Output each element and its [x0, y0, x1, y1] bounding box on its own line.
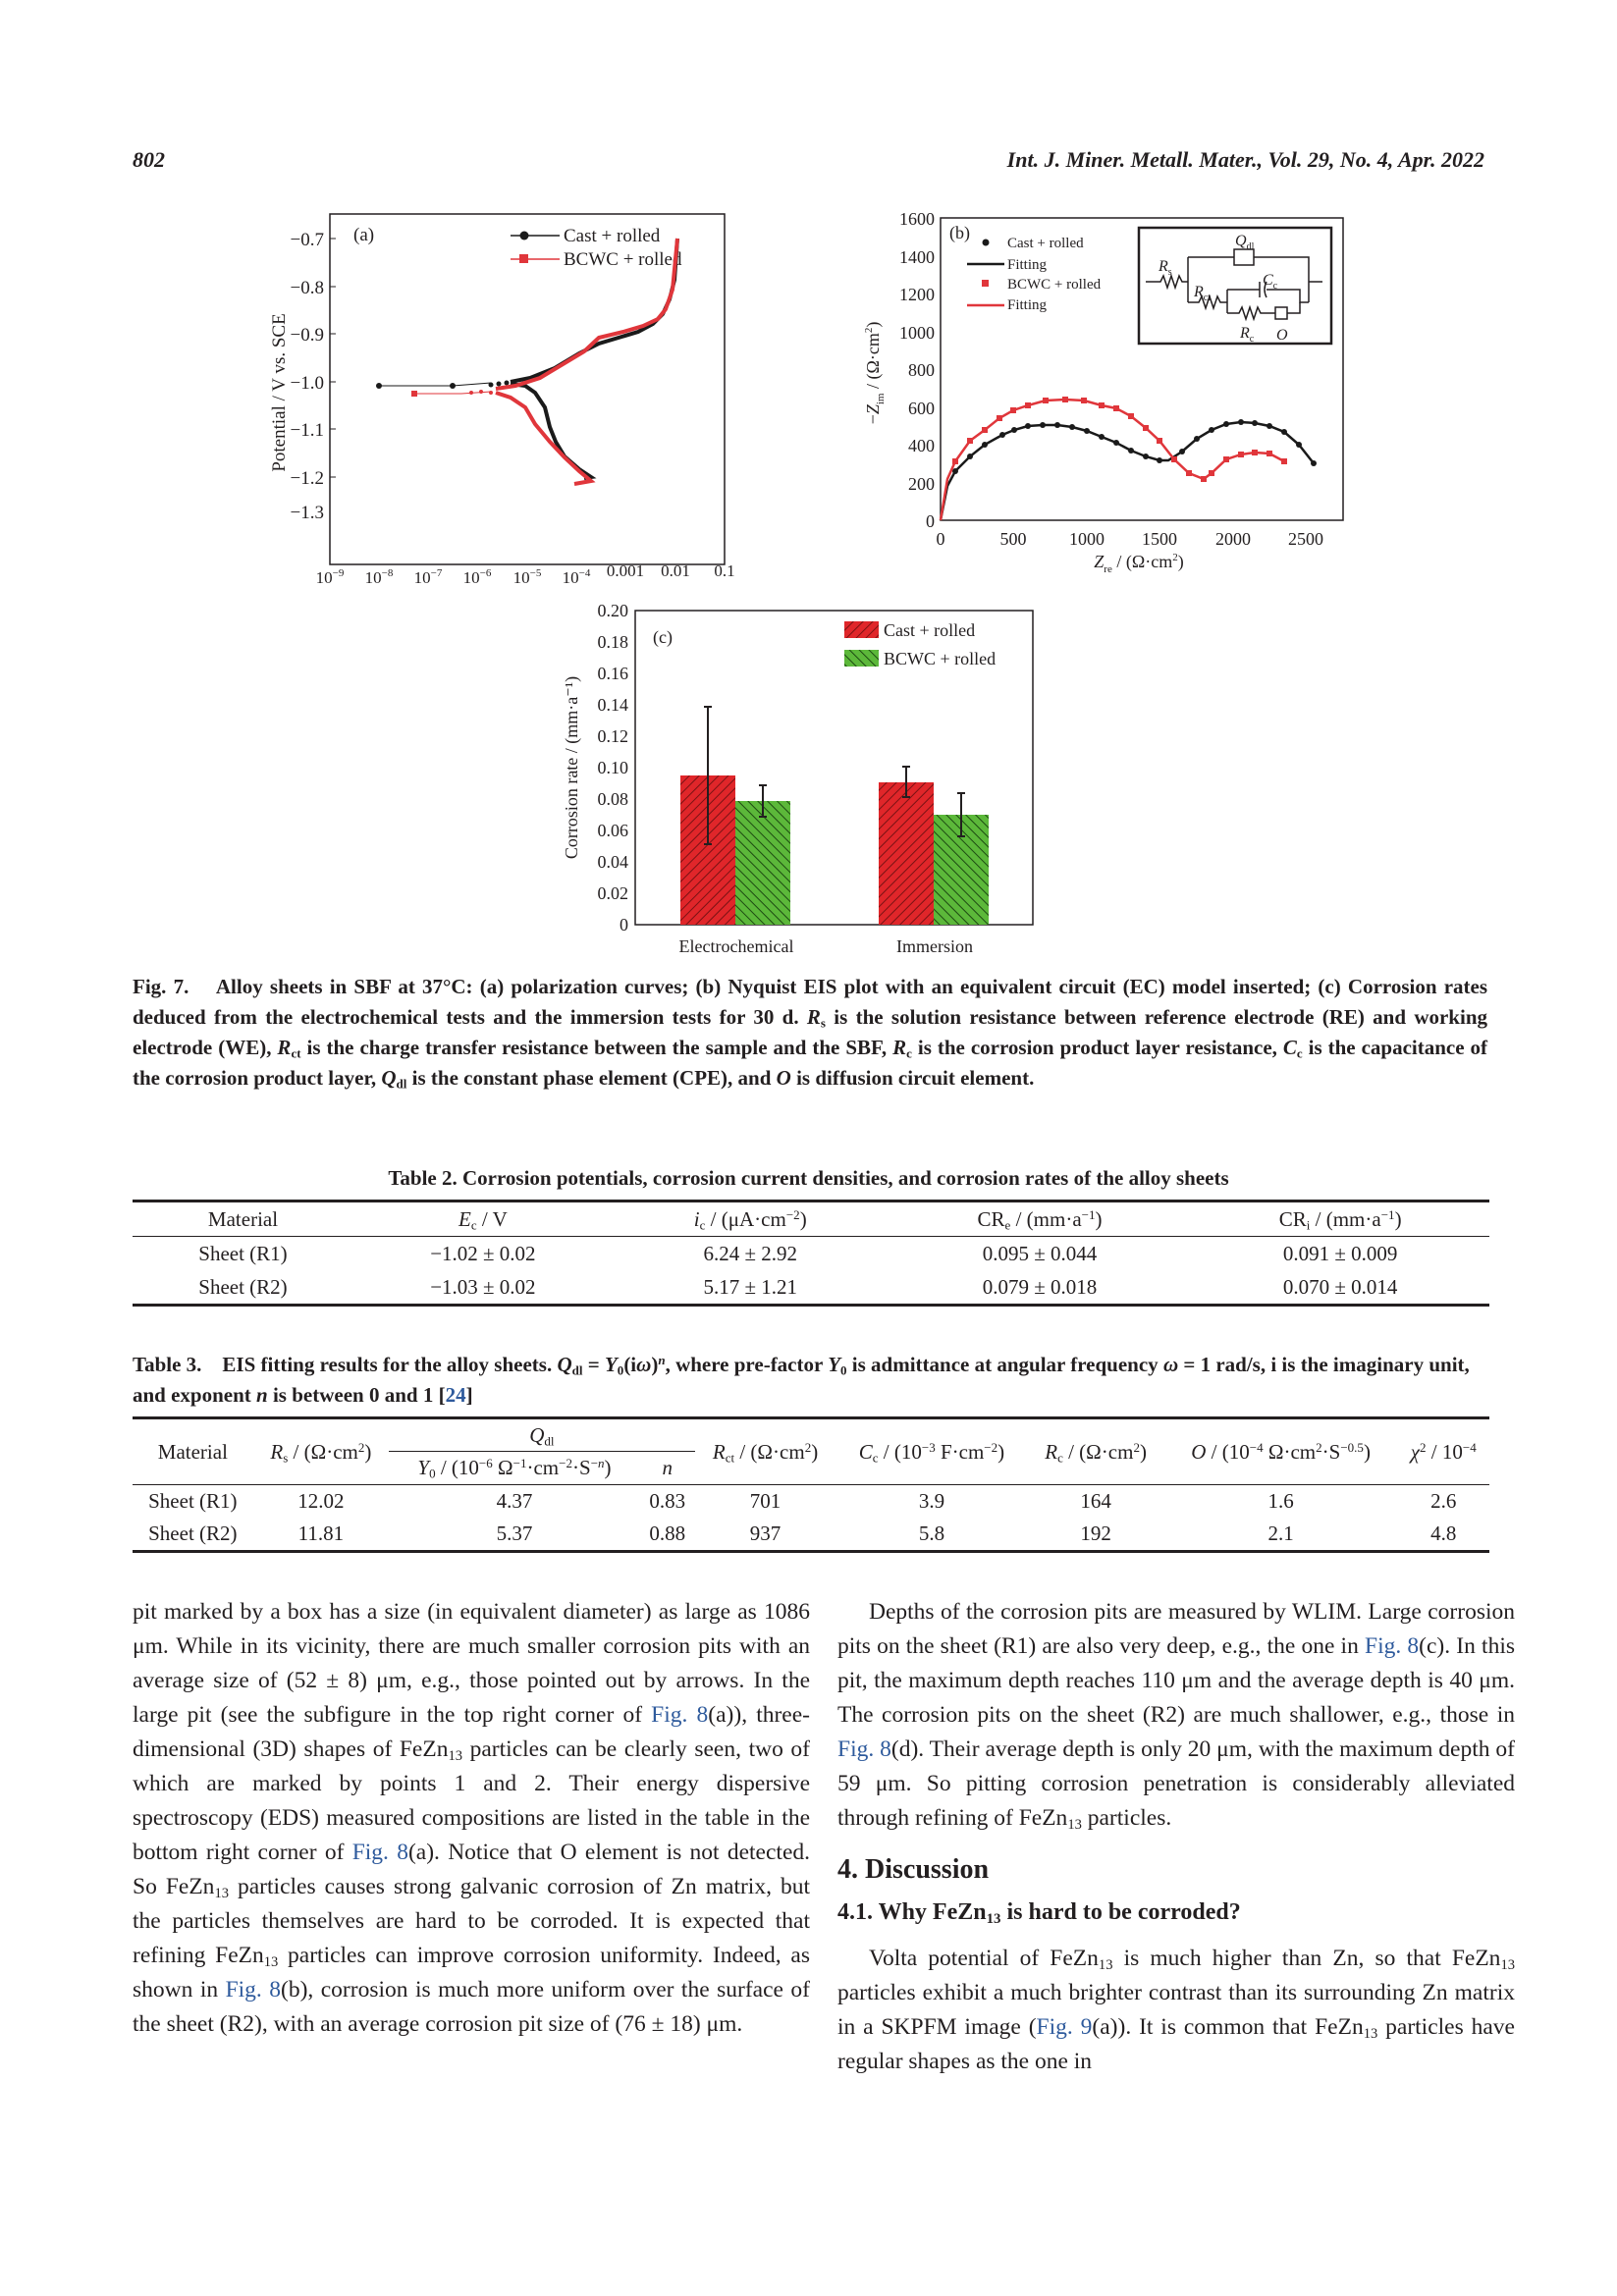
- svg-text:Qdl: $Q_{dl}$: [1235, 233, 1255, 252]
- svg-text:1600: 1600: [899, 209, 935, 229]
- svg-text:0.001: 0.001: [606, 561, 645, 580]
- y-axis-label: Corrosion rate / (mm·a⁻¹): [562, 675, 581, 860]
- svg-text:Cc: $C_c$: [1263, 272, 1278, 292]
- svg-text:10−7: $10^{-7}$: [413, 567, 443, 584]
- subsection-heading: 4.1. Why FeZn$_{13}$ is hard to be corroded?: [837, 1899, 1241, 1928]
- body-right-column: Depths of the corrosion pits are measured by WLIM. Large corrosion pits on the sheet (R1) are also very deep, e.g., the one in Fig. 8(c). In this pit, the maximum depth reaches 110 μm and the average depth is 40 μm. The corrosion pits on the sheet (R2) are much shallower, e.g., those in Fig. 8(d). Their average depth is only 20 μm, with the maximum depth of 59 μm. So pitting corrosion penetration is considerably alleviated through refining of FeZn$_{13}$ particles. 4. Discussion 4.1. Why FeZn$_{13}$ is hard to be corroded? Volta potential of FeZn$_{13}$ is much higher than Zn, so that FeZn$_{13}$ particles exhibit a much brighter contrast than its surrounding Zn matrix in a SKPFM image (Fig. 9(a)). It is common that FeZn$_{13}$ particles have regular shapes as the one in: [837, 1599, 1515, 2074]
- svg-text:0: 0: [620, 915, 628, 934]
- svg-text:500: 500: [999, 529, 1027, 549]
- svg-text:0: 0: [926, 511, 935, 531]
- body-left-column: pit marked by a box has a size (in equivalent diameter) as large as 1086 μm. While in its vicinity, there are much smaller corrosion pits with an average size of (52 ± 8) μm, e.g., those pointed out by arrows. In the large pit (see the subfigure in the top right corner of Fig. 8(a)), three-dimensional (3D) shapes of FeZn$_{13}$ particles can be clearly seen, two of which are marked by points 1 and 2. Their energy dispersive spectroscopy (EDS) measured compositions are listed in the table in the bottom right corner of Fig. 8(a). Notice that O element is not detected. So FeZn$_{13}$ particles causes strong galvanic corrosion of Zn matrix, but the particles themselves are hard to be corroded. It is expected that refining FeZn$_{13}$ particles can improve corrosion uniformity. Indeed, as shown in Fig. 8(b), corrosion is much more uniform over the surface of the sheet (R2), with an average corrosion pit size of (76 ± 18) μm.: [133, 1599, 810, 2037]
- y-axis-ticks: [899, 209, 935, 531]
- table-row: Sheet (R1) 12.02 4.37 0.83 701 3.9 164 1.6 2.6: [148, 1489, 1457, 1514]
- svg-text:0.08: 0.08: [597, 789, 628, 809]
- svg-text:0.01: 0.01: [661, 561, 690, 580]
- svg-text:BCWC + rolled: BCWC + rolled: [1007, 277, 1102, 293]
- svg-text:2500: 2500: [1288, 529, 1323, 549]
- y-axis-label: Potential / V vs. SCE: [269, 313, 290, 472]
- svg-text:0.12: 0.12: [597, 726, 628, 746]
- chart-nyquist-eis: [844, 206, 1374, 584]
- figure-caption: Fig. 7. Alloy sheets in SBF at 37°C: (a) polarization curves; (b) Nyquist EIS plot with an equivalent circuit (EC) model inserted; (c) Corrosion rates deduced from the electrochemical tests and the immersion tests for 30 d. $R_s$ is the solution resistance between reference electrode (RE) and working electrode (WE), $R_{ct}$ is the charge transfer resistance between the sample and the SBF, $R_c$ is the corrosion product layer resistance, $C_c$ is the capacitance of the corrosion product layer, $Q_{dl}$ is the constant phase element (CPE), and O is diffusion circuit element.: [133, 975, 1488, 1092]
- svg-text:800: 800: [908, 360, 935, 380]
- svg-text:1200: 1200: [899, 285, 935, 304]
- svg-text:−0.9: −0.9: [290, 325, 324, 346]
- svg-text:−1.0: −1.0: [290, 373, 324, 394]
- series-cast-rolled: [376, 239, 677, 478]
- svg-text:1500: 1500: [1142, 529, 1177, 549]
- table3: Material $R_s / (\Omega\cdot cm^2)$ $Q_{dl}$ $R_{ct} / (\Omega\cdot cm^2)$ $C_c / (10^{-3}$ $F\cdot cm^{-2}$) $R_c / (\Omega\cdot cm^2)$ O / ($10^{-4}$ $\Omega\cdot cm^2\cdot S^{-0.5}$) $\chi^2 / 10^{-4}$ $Y_0 / (10^{-6}$ $\Omega^{-1}\cdot cm^{-2}\cdot S^{-n}$) n Sheet (R1) 12.02 4.37 0.83 701 3.9 164 1.6 2.6 Sheet (R2) 11.81 5.37 0.88 937 5.8 192 2.1 4.8: [133, 1416, 1489, 1553]
- svg-text:Rct: $R_{ct}$: [1194, 284, 1211, 303]
- svg-text:BCWC + rolled: BCWC + rolled: [884, 649, 997, 668]
- series-cast-fit: [941, 422, 1314, 520]
- svg-text:10−9: $10^{-9}$: [315, 567, 345, 584]
- x-axis-label: $Z_{re} / (\Omega\cdot cm^2)$: [1094, 552, 1184, 575]
- legend: [967, 236, 1102, 313]
- series-bcwc-rolled: [411, 239, 677, 484]
- table2-caption: Table 2. Corrosion potentials, corrosion current densities, and corrosion rates of the alloy sheets: [388, 1166, 1229, 1190]
- section-heading: 4. Discussion: [837, 1854, 990, 1885]
- svg-text:BCWC + rolled: BCWC + rolled: [564, 249, 682, 270]
- svg-text:Cast + rolled: Cast + rolled: [884, 620, 976, 640]
- category-label: Immersion: [896, 936, 973, 956]
- table2: Material $E_c$ / V $i_c / (\mu A\cdot cm^{-2})$ $CR_e / (mm\cdot a^{-1})$ $CR_i / (mm\cdot a^{-1})$ Sheet (R1) −1.02 ± 0.02 6.24 ± 2.92 0.095 ± 0.044 0.091 ± 0.009 Sheet (R2) −1.03 ± 0.02 5.17 ± 1.21 0.079 ± 0.018 0.070 ± 0.014: [133, 1200, 1489, 1307]
- journal-header: Int. J. Miner. Metall. Mater., Vol. 29, No. 4, Apr. 2022: [1006, 147, 1484, 172]
- citation-link[interactable]: 24: [445, 1383, 466, 1407]
- y-axis-ticks: [598, 601, 629, 934]
- panel-label: (b): [949, 223, 970, 242]
- svg-text:1000: 1000: [899, 323, 935, 343]
- chart-corrosion-rates: [550, 594, 1080, 967]
- y-axis-label: $-Z_{im} / (\Omega\cdot cm^2)$: [863, 321, 887, 425]
- legend: [511, 226, 682, 270]
- bar-cast-immersion: [879, 782, 934, 925]
- svg-text:−1.3: −1.3: [290, 503, 324, 523]
- svg-text:−1.1: −1.1: [290, 420, 324, 441]
- chart-polarization-curves: [245, 206, 795, 584]
- bar-bcwc-electrochemical: [735, 801, 790, 925]
- svg-text:0: 0: [936, 529, 945, 549]
- svg-text:Rs: $R_s$: [1159, 258, 1172, 278]
- circuit-labels: [1158, 233, 1288, 345]
- category-label: Electrochemical: [678, 936, 794, 956]
- svg-text:200: 200: [908, 474, 935, 494]
- svg-text:0.10: 0.10: [597, 758, 628, 777]
- svg-text:−0.8: −0.8: [290, 278, 324, 298]
- table-row: Sheet (R1) −1.02 ± 0.02 6.24 ± 2.92 0.095 ± 0.044 0.091 ± 0.009: [198, 1241, 1398, 1265]
- fig8-link[interactable]: Fig. 8: [837, 1736, 891, 1762]
- svg-text:10−4: $10^{-4}$: [562, 567, 591, 584]
- svg-text:10−8: $10^{-8}$: [364, 567, 394, 584]
- svg-text:0.06: 0.06: [597, 821, 628, 840]
- svg-text:10−6: $10^{-6}$: [462, 567, 492, 584]
- fig8-link[interactable]: Fig. 8: [225, 1977, 282, 2002]
- svg-text:O: O: [1276, 327, 1288, 344]
- x-axis-ticks: [937, 529, 1324, 549]
- svg-text:−0.7: −0.7: [290, 230, 324, 250]
- svg-text:Cast + rolled: Cast + rolled: [1007, 236, 1084, 251]
- fig9-link[interactable]: Fig. 9: [1036, 2014, 1093, 2040]
- svg-text:0.02: 0.02: [597, 883, 628, 903]
- svg-text:600: 600: [908, 399, 935, 418]
- svg-text:2000: 2000: [1215, 529, 1251, 549]
- table-row: Sheet (R2) −1.03 ± 0.02 5.17 ± 1.21 0.079 ± 0.018 0.070 ± 0.014: [133, 1271, 1489, 1306]
- fig8-link[interactable]: Fig. 8: [651, 1702, 709, 1728]
- series-bcwc-fit: [941, 400, 1284, 520]
- panel-label: (c): [653, 627, 673, 647]
- page-number: 802: [133, 147, 165, 172]
- svg-text:1000: 1000: [1069, 529, 1105, 549]
- table3-caption: Table 3. EIS fitting results for the alloy sheets. $Q_{dl} = Y_0(i\omega)^n$, where pre-factor $Y_0$ is admittance at angular frequency ω = 1 rad/s, i is the imaginary unit, and exponent n is between 0 and 1 [24]: [133, 1352, 1470, 1407]
- table-row: Sheet (R2) 11.81 5.37 0.88 937 5.8 192 2.1 4.8: [133, 1519, 1489, 1552]
- svg-text:400: 400: [908, 436, 935, 455]
- y-axis-ticks: [291, 230, 336, 523]
- svg-text:0.20: 0.20: [597, 601, 628, 620]
- panel-label: (a): [353, 225, 375, 245]
- svg-text:Fitting: Fitting: [1007, 297, 1048, 313]
- fig8-link[interactable]: Fig. 8: [351, 1840, 408, 1865]
- caption-label: Fig. 7.: [133, 975, 189, 998]
- legend: [844, 620, 996, 668]
- svg-text:−1.2: −1.2: [290, 468, 324, 489]
- svg-text:0.18: 0.18: [597, 632, 628, 652]
- svg-text:0.1: 0.1: [714, 561, 735, 580]
- series-cast-points: [952, 419, 1317, 474]
- svg-text:0.16: 0.16: [597, 664, 628, 683]
- fig8-link[interactable]: Fig. 8: [1365, 1633, 1420, 1659]
- svg-text:0.04: 0.04: [597, 852, 628, 872]
- svg-text:Cast + rolled: Cast + rolled: [564, 226, 661, 246]
- svg-text:10−5: $10^{-5}$: [512, 567, 542, 584]
- svg-text:Fitting: Fitting: [1007, 257, 1048, 273]
- svg-text:Rc: $R_c$: [1240, 325, 1255, 345]
- svg-text:0.14: 0.14: [597, 695, 628, 715]
- svg-text:1400: 1400: [899, 247, 935, 267]
